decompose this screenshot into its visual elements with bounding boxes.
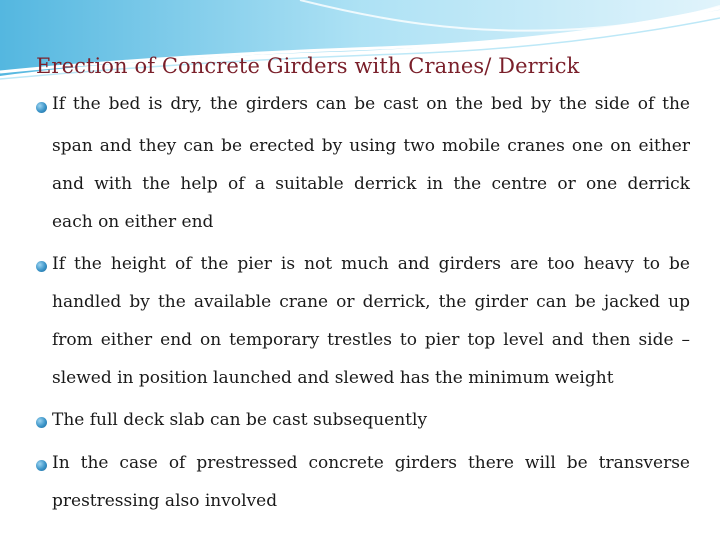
bullet-icon (36, 102, 47, 113)
slide-title: Erection of Concrete Girders with Cranes/ Derrick (36, 54, 580, 78)
bullet-line: span and they can be erected by using two mobile cranes one on either (52, 136, 690, 156)
bullet-line: slewed in position launched and slewed has the minimum weight (52, 368, 614, 388)
bullet-line: In the case of prestressed concrete girders there will be transverse (52, 453, 690, 473)
bullet-line: The full deck slab can be cast subsequently (52, 410, 428, 430)
bullet-line: If the height of the pier is not much and girders are too heavy to be (52, 254, 690, 274)
bullet-line: each on either end (52, 212, 214, 232)
bullet-line: prestressing also involved (52, 491, 278, 511)
bullet-line: and with the help of a suitable derrick in the centre or one derrick (52, 174, 690, 194)
bullet-icon (36, 417, 47, 428)
bullet-line: handled by the available crane or derrick, the girder can be jacked up (52, 292, 690, 312)
bullet-line: from either end on temporary trestles to pier top level and then side – (52, 330, 690, 350)
bullet-icon (36, 460, 47, 471)
bullet-line: If the bed is dry, the girders can be cast on the bed by the side of the (52, 94, 690, 114)
bullet-icon (36, 261, 47, 272)
